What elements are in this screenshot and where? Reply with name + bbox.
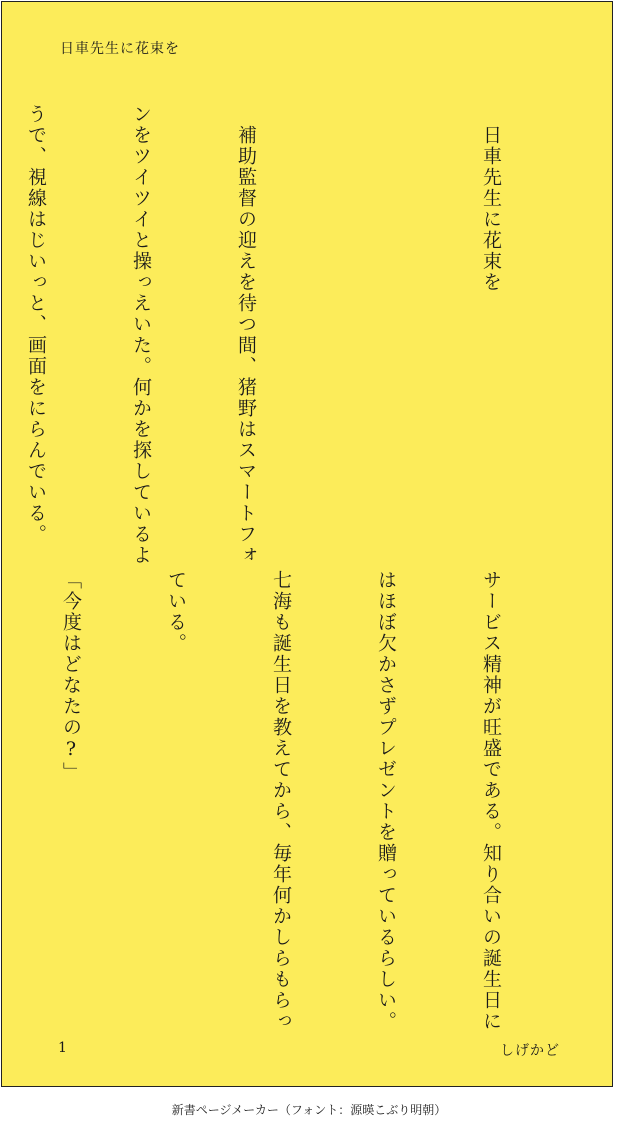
- text-block-bottom: [38, 570, 578, 1032]
- text-line: 七海も誕生日を教えてから、毎年何かしらもらっ: [270, 570, 292, 1032]
- text-line: 補助監督の迎えを待つ間、猪野はスマートフォ: [235, 104, 257, 566]
- text-line: 日車先生に花束を: [480, 104, 502, 293]
- text-line: サービス精神が旺盛である。知り合いの誕生日に: [480, 570, 502, 1032]
- footer-credit: 新書ページメーカー（フォント：源暎こぶり明朝）: [171, 1103, 447, 1117]
- text-line: ンをツイツイと操っえいた。何かを探しているよ: [130, 104, 152, 566]
- page-number: 1: [58, 1040, 67, 1056]
- text-line: はほぼ欠かさずプレゼントを贈っているらしい。: [375, 570, 397, 1032]
- text-line: うで、視線はじいっと、画面をにらんでいる。: [25, 104, 47, 545]
- text-line: 「今度はどなたの?」: [60, 570, 82, 783]
- text-block-top: [25, 104, 578, 566]
- running-header: 日車先生に花束を: [60, 41, 180, 57]
- book-page: [1, 1, 613, 1087]
- text-line: ている。: [165, 570, 187, 654]
- author-name: しげかど: [500, 1043, 560, 1059]
